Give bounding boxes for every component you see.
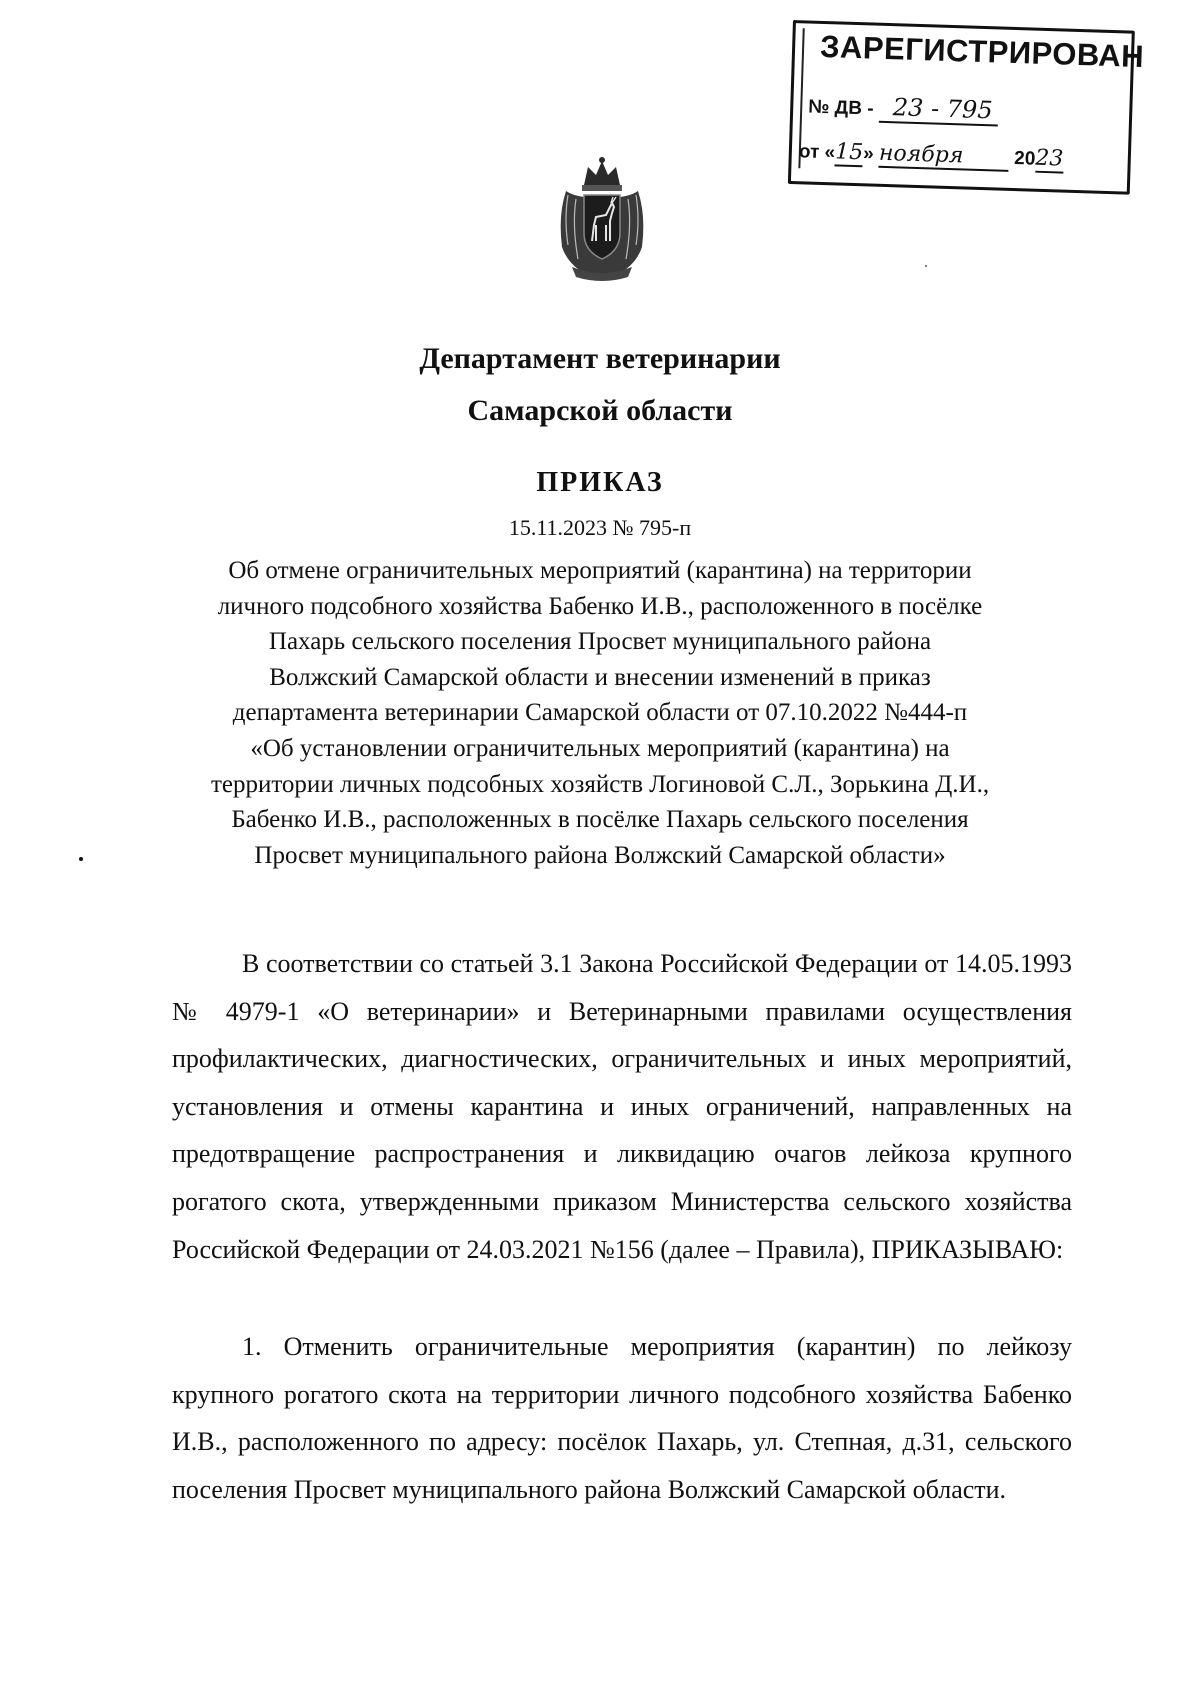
stamp-year-suffix: 23	[1034, 145, 1064, 172]
samara-coat-of-arms-icon	[556, 155, 648, 285]
scan-mark	[79, 857, 83, 861]
subject-line: Волжский Самарской области и внесении изменений в приказ	[269, 663, 931, 691]
order-date-number: 15.11.2023 № 795-п	[508, 515, 692, 540]
registration-stamp	[788, 20, 1145, 193]
scan-speck	[925, 265, 927, 267]
stamp-date-month: ноября	[878, 140, 964, 169]
department-line-1: Департамент ветеринарии	[419, 342, 781, 375]
order-item-1: 1. Отменить ограничительные мероприятия (карантин) по лейкозу крупного рогатого скота на территории личного подсобного хозяйства Бабенко И.В., расположенного по адресу: посёлок Пахарь, ул. Степная, д.31, сельского поселения Просвет муниципального района Волжский Самарской области.	[172, 1332, 1072, 1504]
subject-line: территории личных подсобных хозяйств Логиновой С.Л., Зорькина Д.И.,	[210, 770, 990, 798]
subject-line: Бабенко И.В., расположенных в посёлке Пахарь сельского поселения	[231, 806, 969, 834]
department-name	[0, 333, 1200, 437]
subject-line: личного подсобного хозяйства Бабенко И.В., расположенного в посёлке	[217, 592, 983, 620]
stamp-title: ЗАРЕГИСТРИРОВАН	[819, 28, 1145, 75]
preamble-paragraph: В соответствии со статьей 3.1 Закона Российской Федерации от 14.05.1993 № 4979-1 «О ветеринарии» и Ветеринарными правилами осуществления профилактических, диагностических, ограничительных и иных мероприятий, установления и отмены карантина и иных ограничений, направленных на предотвращение распространения и ликвидацию очагов лейкоза крупного рогатого скота, утвержденными приказом Министерства сельского хозяйства Российской Федерации от 24.03.2021 №156 (далее – Правила), ПРИКАЗЫВАЮ:	[172, 949, 1072, 1264]
order-title: ПРИКАЗ	[536, 467, 664, 498]
subject-line: Об отмене ограничительных мероприятий (карантина) на территории	[228, 557, 972, 584]
department-line-2: Самарской области	[467, 394, 733, 427]
stamp-date-label: от «	[798, 141, 836, 164]
order-subject	[0, 553, 1200, 873]
subject-line: Просвет муниципального района Волжский Самарской области»	[254, 841, 946, 869]
stamp-number-line	[808, 91, 999, 127]
subject-line: «Об установлении ограничительных мероприятий (карантина) на	[250, 734, 950, 762]
stamp-date-day: 15	[834, 139, 864, 166]
stamp-year-prefix: 20	[1013, 148, 1036, 170]
subject-line: Пахарь сельского поселения Просвет муниципального района	[268, 628, 932, 656]
subject-line: департамента ветеринарии Самарской области от 07.10.2022 №444-п	[232, 699, 968, 727]
stamp-number-value: 23 - 795	[892, 93, 994, 125]
stamp-number-label: № ДВ -	[807, 96, 874, 120]
stamp-date-mid: »	[862, 143, 875, 165]
